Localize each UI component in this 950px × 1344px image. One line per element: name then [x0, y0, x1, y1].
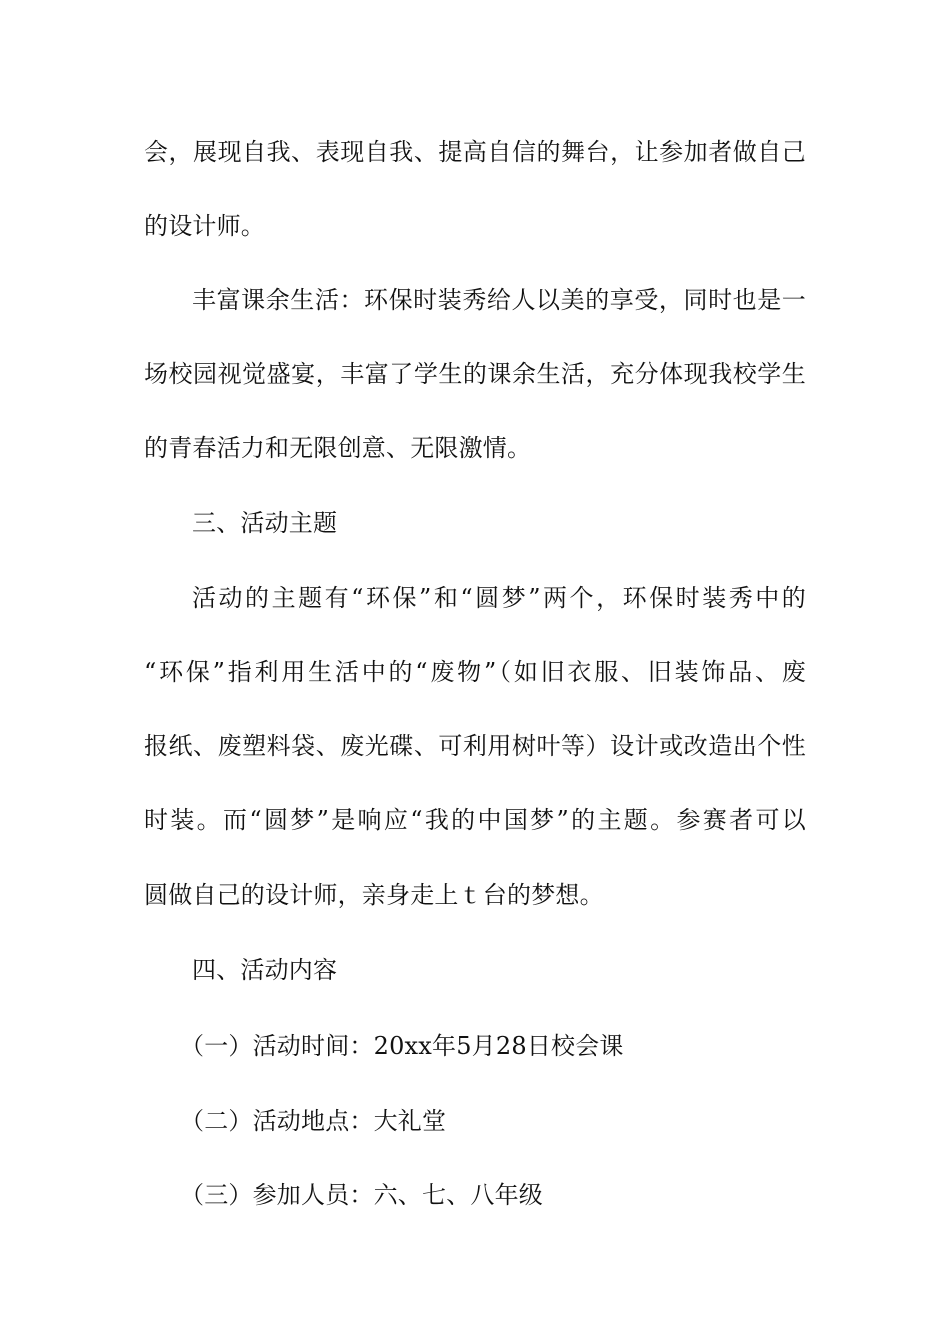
- paragraph-line: 报纸、废塑料袋、废光碟、可利用树叶等）设计或改造出个性: [144, 732, 806, 760]
- paragraph-line: 丰富课余生活：环保时装秀给人以美的享受，同时也是一: [192, 286, 806, 314]
- paragraph-line: 的设计师。: [144, 212, 265, 240]
- paragraph-line: “环保”指利用生活中的“废物”（如旧衣服、旧装饰品、废: [144, 658, 806, 686]
- section-heading: 三、活动主题: [192, 509, 338, 537]
- list-item: （三）参加人员：六、七、八年级: [180, 1181, 543, 1209]
- paragraph-line: 场校园视觉盛宴，丰富了学生的课余生活，充分体现我校学生: [144, 360, 806, 388]
- paragraph-line: 的青春活力和无限创意、无限激情。: [144, 434, 532, 462]
- paragraph-line: 活动的主题有“环保”和“圆梦”两个，环保时装秀中的: [192, 584, 806, 612]
- paragraph-line: 时装。而“圆梦”是响应“我的中国梦”的主题。参赛者可以: [144, 806, 806, 834]
- list-item: （一）活动时间：20xx年5月28日校会课: [180, 1032, 624, 1060]
- section-heading: 四、活动内容: [192, 956, 338, 984]
- paragraph-line: 圆做自己的设计师，亲身走上ｔ台的梦想。: [144, 881, 604, 909]
- paragraph-line: 会，展现自我、表现自我、提高自信的舞台，让参加者做自己: [144, 138, 806, 166]
- list-item: （二）活动地点：大礼堂: [180, 1107, 447, 1135]
